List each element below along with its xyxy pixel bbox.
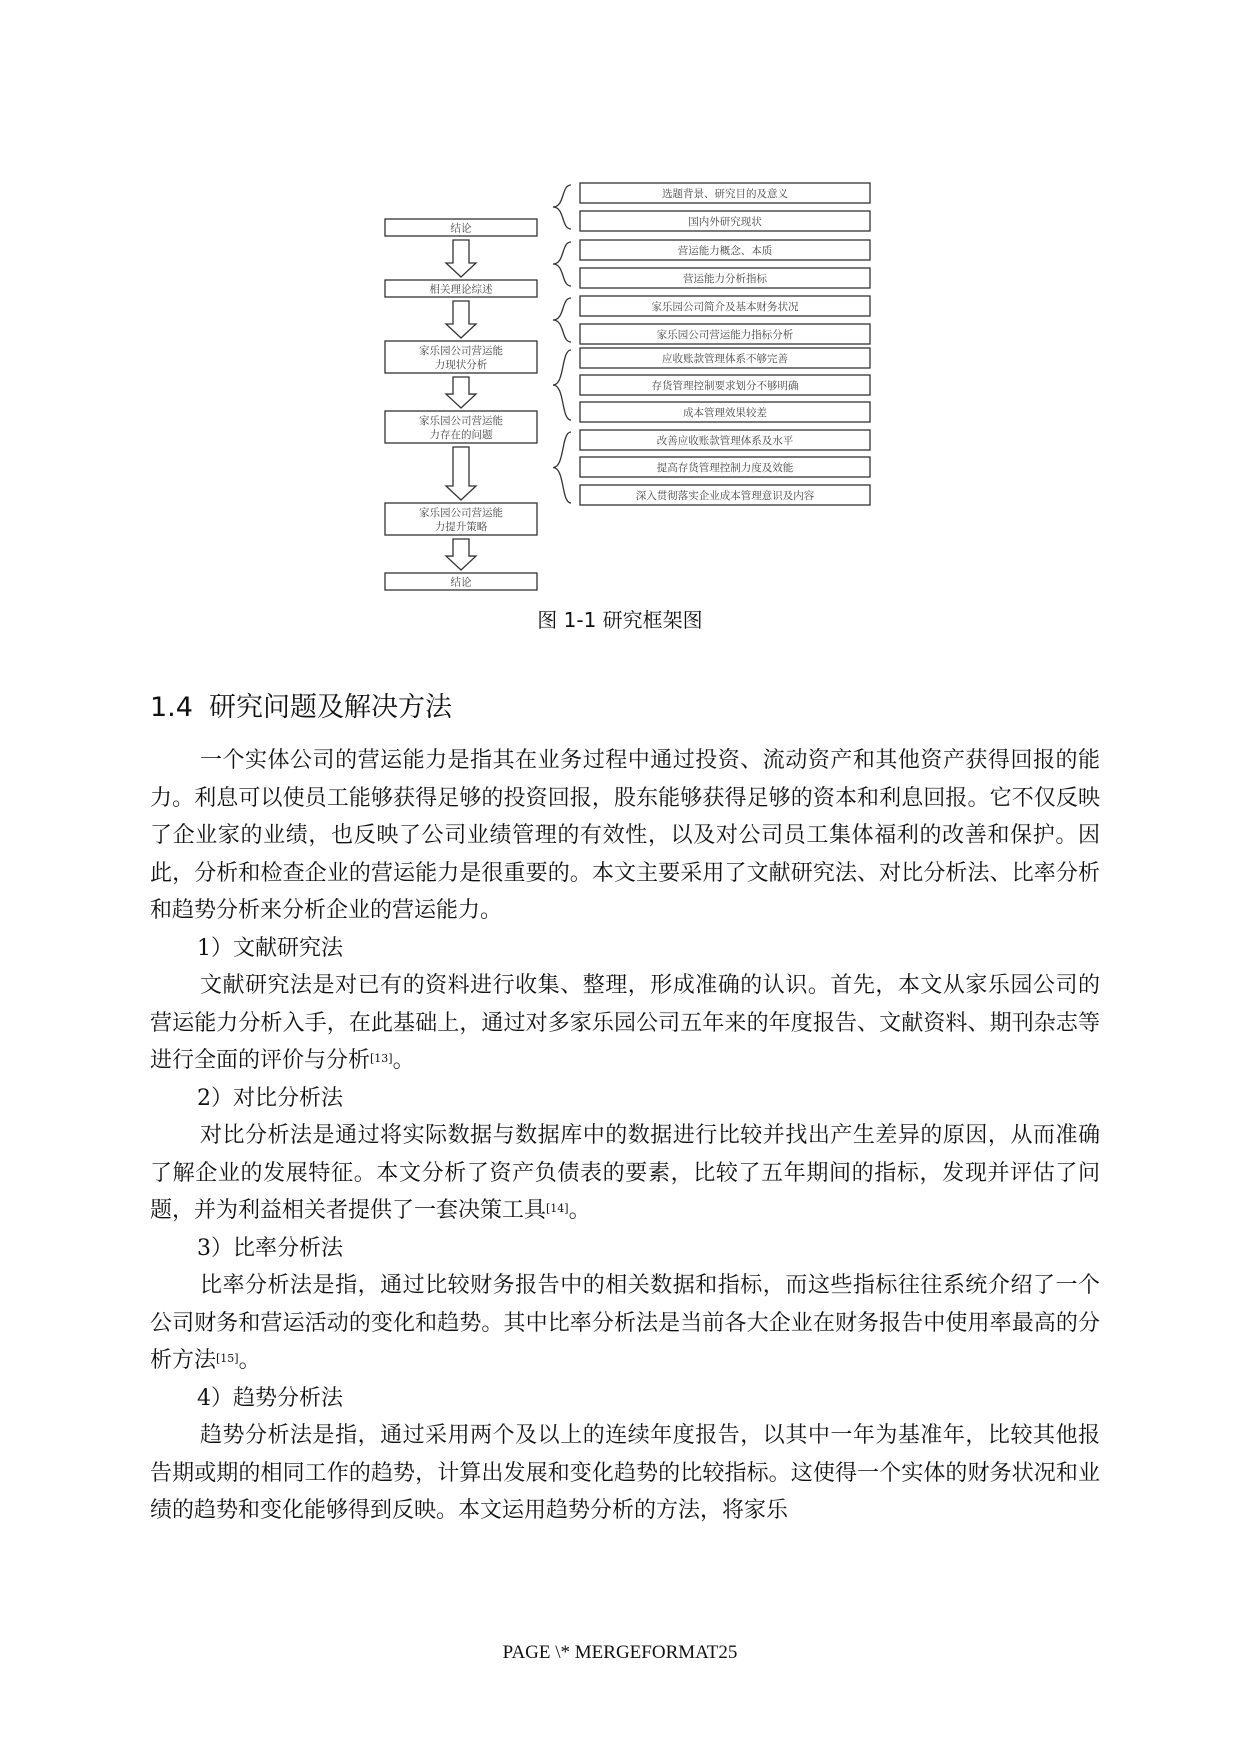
paragraph-tail: 。 xyxy=(238,1348,261,1373)
detail-label: 提高存货管理控制力度及效能 xyxy=(656,462,794,474)
section-heading xyxy=(150,685,452,724)
step-label: 结论 xyxy=(450,576,472,589)
body-paragraph xyxy=(150,1117,1100,1230)
detail-label: 应收账款管理体系不够完善 xyxy=(662,353,788,365)
down-arrow-icon xyxy=(446,301,476,338)
method-heading xyxy=(150,930,1100,968)
paragraph-text: 对比分析法是通过将实际数据与数据库中的数据进行比较并找出产生差异的原因，从而准确了解企业的发展特征。本文分析了资产负债表的要素，比较了五年期间的指标，发现并评估了问题，并为利益相关者提供了一套决策工具 xyxy=(150,1123,1100,1223)
paragraph-text: 趋势分析法是指，通过采用两个及以上的连续年度报告，以其中一年为基准年，比较其他报告期或期的相同工作的趋势，计算出发展和变化趋势的比较指标。这使得一个实体的财务状况和业绩的趋势和变化能够得到反映。本文运用趋势分析的方法，将家乐 xyxy=(150,1423,1100,1523)
step-label: 力现状分析 xyxy=(434,359,488,371)
paragraph-text: 文献研究法是对已有的资料进行收集、整理，形成准确的认识。首先，本文从家乐园公司的营运能力分析入手，在此基础上，通过对多家乐园公司五年来的年度报告、文献资料、期刊杂志等进行全面的评价与分析 xyxy=(150,973,1100,1073)
curly-brace-icon xyxy=(553,185,571,229)
curly-brace-icon xyxy=(553,350,571,420)
down-arrow-icon xyxy=(446,377,476,408)
citation-ref: [15] xyxy=(216,1352,239,1365)
section-number: 1.4 xyxy=(150,692,193,723)
paragraph-text: 2）对比分析法 xyxy=(197,1085,343,1111)
body-text xyxy=(150,742,1100,1530)
citation-ref: [14] xyxy=(546,1202,569,1215)
curly-brace-icon xyxy=(553,298,571,342)
detail-label: 国内外研究现状 xyxy=(688,216,762,228)
detail-label: 改善应收账款管理体系及水平 xyxy=(656,435,794,447)
paragraph-text: 3）比率分析法 xyxy=(197,1235,343,1261)
detail-label: 家乐园公司简介及基本财务状况 xyxy=(651,301,799,313)
research-framework-diagram xyxy=(375,175,915,605)
down-arrow-icon xyxy=(446,447,476,500)
curly-brace-icon xyxy=(553,242,571,286)
body-paragraph xyxy=(150,967,1100,1080)
detail-label: 营运能力概念、本质 xyxy=(677,245,773,257)
step-label: 家乐园公司营运能 xyxy=(419,345,503,357)
page-footer: PAGE \* MERGEFORMAT25 xyxy=(502,1642,738,1663)
paragraph-text: 4）趋势分析法 xyxy=(197,1385,343,1411)
detail-label: 存货管理控制要求划分不够明确 xyxy=(651,380,799,392)
paragraph-text: 比率分析法是指，通过比较财务报告中的相关数据和指标，而这些指标往往系统介绍了一个公司财务和营运活动的变化和趋势。其中比率分析法是当前各大企业在财务报告中使用率最高的分析方法 xyxy=(150,1273,1100,1373)
step-label: 相关理论综述 xyxy=(429,283,493,296)
body-paragraph xyxy=(150,1267,1100,1380)
step-label: 家乐园公司营运能 xyxy=(419,507,503,519)
detail-label: 选题背景、研究目的及意义 xyxy=(662,188,788,200)
step-label: 家乐园公司营运能 xyxy=(419,415,503,427)
method-heading xyxy=(150,1230,1100,1268)
body-paragraph xyxy=(150,742,1100,930)
method-heading xyxy=(150,1380,1100,1418)
down-arrow-icon xyxy=(446,539,476,570)
citation-ref: [13] xyxy=(370,1052,393,1065)
detail-label: 家乐园公司营运能力指标分析 xyxy=(656,329,794,341)
figure-caption: 图 1-1 研究框架图 xyxy=(537,608,703,632)
body-paragraph xyxy=(150,1417,1100,1530)
paragraph-text: 一个实体公司的营运能力是指其在业务过程中通过投资、流动资产和其他资产获得回报的能力。利息可以使员工能够获得足够的投资回报，股东能够获得足够的资本和利息回报。它不仅反映了企业家的业绩，也反映了公司业绩管理的有效性，以及对公司员工集体福利的改善和保护。因此，分析和检查企业的营运能力是很重要的。本文主要采用了文献研究法、对比分析法、比率分析和趋势分析来分析企业的营运能力。 xyxy=(150,748,1100,923)
down-arrow-icon xyxy=(446,240,476,277)
curly-brace-icon xyxy=(553,432,571,503)
step-label: 结论 xyxy=(450,222,472,235)
step-label: 力存在的问题 xyxy=(429,429,493,441)
section-title: 研究问题及解决方法 xyxy=(208,692,452,723)
step-label: 力提升策略 xyxy=(434,521,488,533)
paragraph-tail: 。 xyxy=(392,1048,415,1073)
paragraph-tail: 。 xyxy=(568,1198,591,1223)
method-heading xyxy=(150,1080,1100,1118)
detail-label: 营运能力分析指标 xyxy=(683,273,767,285)
detail-label: 深入贯彻落实企业成本管理意识及内容 xyxy=(635,490,815,502)
paragraph-text: 1）文献研究法 xyxy=(197,935,343,961)
detail-label: 成本管理效果较差 xyxy=(683,407,767,419)
